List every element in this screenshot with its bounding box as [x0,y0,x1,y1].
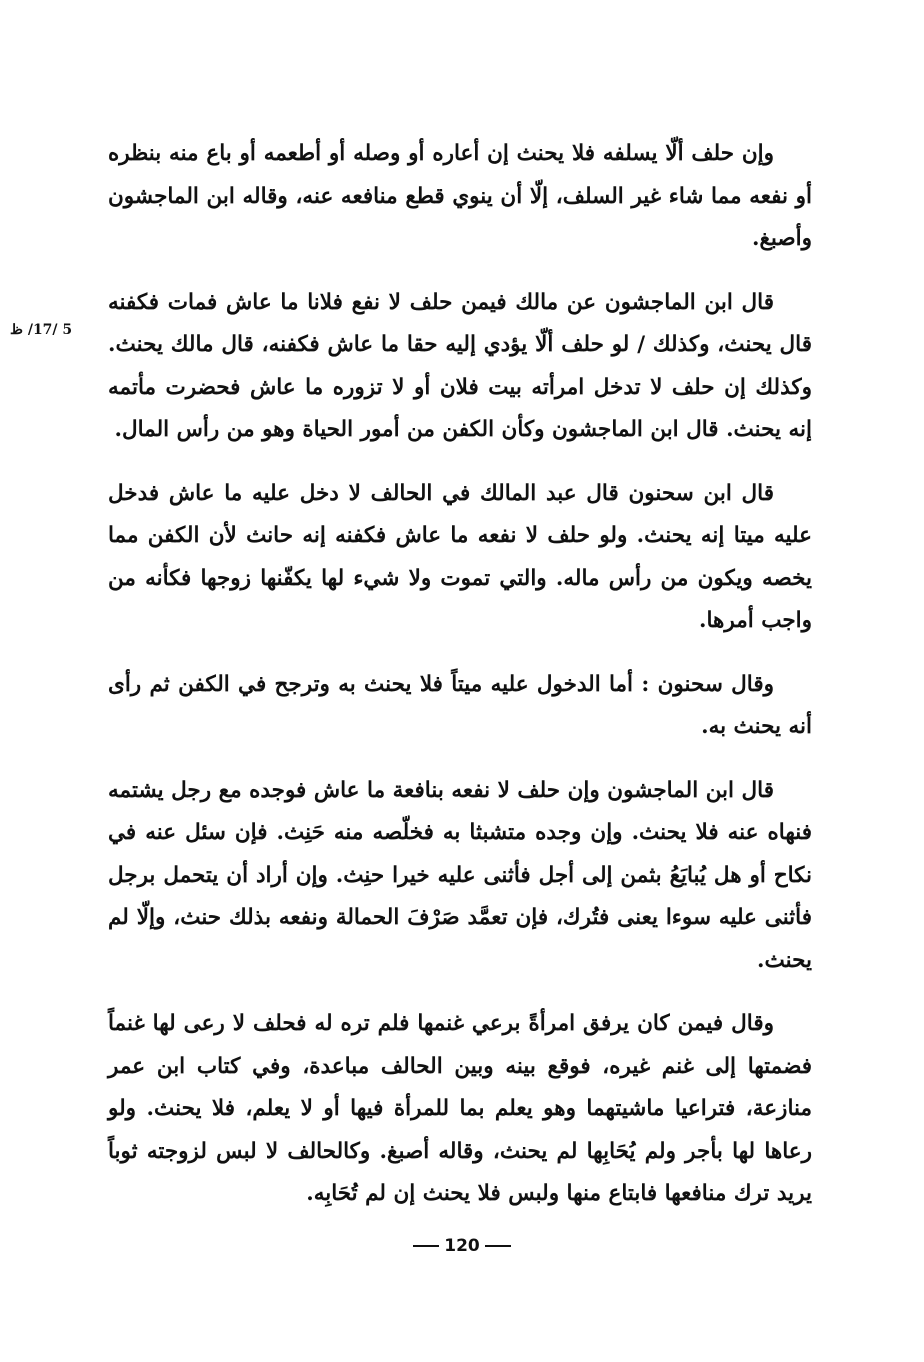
paragraph-2: قال ابن الماجشون عن مالك فيمن حلف لا نفع فلانا ما عاش فمات فكفنه قال يحنث، وكذلك / لو حلف ألّا يؤدي إليه حقا ما عاش فكفنه، قال مالك يحنث. وكذلك إن حلف لا تدخل امرأته بيت فلان أو لا تزوره ما عاش فحضرت مأتمه إنه يحنث. قال ابن الماجشون وكأن الكفن من أمور الحياة وهو من رأس المال. [108,289,812,442]
paragraph-5: قال ابن الماجشون وإن حلف لا نفعه بنافعة ما عاش فوجده مع رجل يشتمه فنهاه عنه فلا يحنث. وإن وجده متشبثا به فخلّصه منه حَنِث. فإن سئل عنه في نكاح أو هل يُبايَعُ بثمن إلى أجل فأثنى عليه خيرا حنِث. وإن أراد أن يتحمل برجل فأثنى عليه سوءا يعنى فتُرك، فإن تعمَّد صَرْفَ الحمالة ونفعه بذلك حنث، وإلّا لم يحنث. [108,777,812,973]
paragraph-4: وقال سحنون : أما الدخول عليه ميتاً فلا يحنث به وترجح في الكفن ثم رأى أنه يحنث به. [108,671,812,739]
paragraph-6 [108,1003,812,1216]
body-text [108,133,812,1237]
paragraph-3: قال ابن سحنون قال عبد المالك في الحالف لا دخل عليه ما عاش فدخل عليه ميتا إنه يحنث. ولو حلف لا نفعه ما عاش فكفنه إنه حانث لأن الكفن مما يخصه ويكون من رأس ماله. والتي تموت ولا شيء لها يكفّنها زوجها فكأنه من واجب أمرها. [108,480,812,633]
page-number: 120 [444,1236,480,1256]
paragraph-6-part-2: منازعة، فتراعيا ماشيتهما وهو يعلم بما للمرأة فيها أو لا يعلم، فلا يحنث. ولو رعاها لها بأجر ولم يُحَابِها لم يحنث، وقاله أصبغ. وكالحالف لا لبس لزوجته ثوباً يريد ترك منافعها فابتاع منها ولبس فلا يحنث إن لم تُحَابِه. [108,1096,812,1206]
page-number-dash-left [413,1245,439,1247]
book-title-bold: كتاب ابن عمر [108,1053,241,1079]
page-number-footer [0,1236,924,1256]
page-number-dash-right [485,1245,511,1247]
paragraph-6-part-1: وقال فيمن كان يرفق امرأةً برعي غنمها فلم تره له فحلف لا رعى لها غنماً فضمتها إلى غنم غيره، فوقع بينه وبين الحالف مباعدة، وفي [108,1011,812,1079]
manuscript-folio-marker: 5 /17/ ظ [10,322,73,338]
paragraph-1: وإن حلف ألّا يسلفه فلا يحنث إن أعاره أو وصله أو أطعمه أو باع منه بنظره أو نفعه مما شاء غير السلف، إلّا أن ينوي قطع منافعه عنه، وقاله ابن الماجشون وأصبغ. [108,141,812,251]
